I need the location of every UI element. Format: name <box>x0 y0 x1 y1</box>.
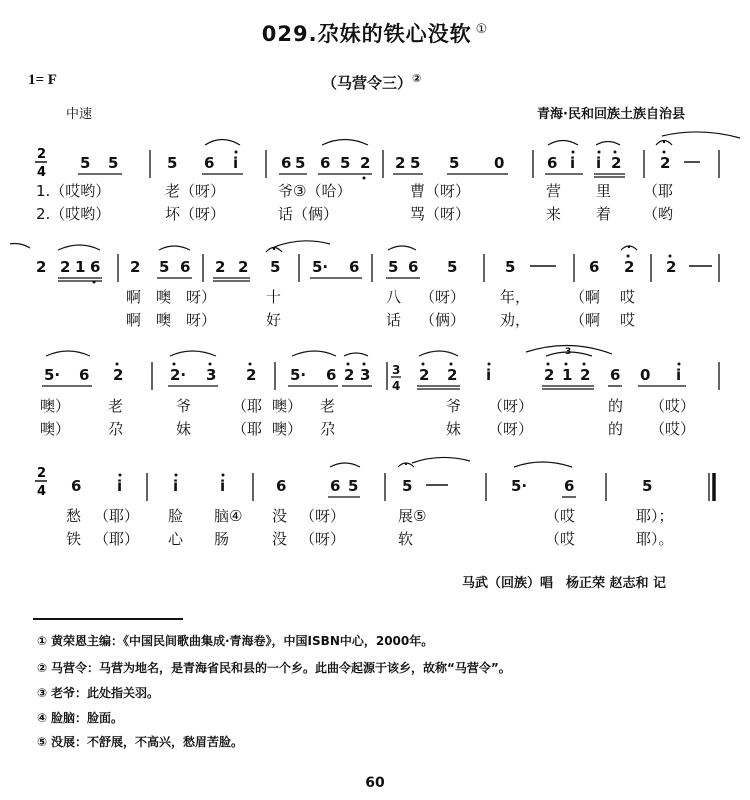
lyric: 老（呀） <box>165 182 226 200</box>
lyric: 十 <box>266 288 282 306</box>
svg-text:i: i <box>173 477 179 495</box>
svg-text:5·: 5· <box>312 258 329 276</box>
svg-text:6: 6 <box>276 477 287 495</box>
footnote-text: 老爷：此处指关羽。 <box>51 686 160 700</box>
lyric: （哎 <box>545 530 576 548</box>
lyric: （哟 <box>643 205 674 223</box>
lyric: （耶） <box>94 507 140 525</box>
svg-text:5: 5 <box>340 154 351 172</box>
svg-text:2: 2 <box>215 258 226 276</box>
subtitle-text: （马营令三） <box>322 74 413 92</box>
lyric: （耶 <box>232 420 263 438</box>
time-signature <box>35 466 47 499</box>
svg-text:2: 2 <box>60 258 71 276</box>
svg-text:6: 6 <box>204 154 215 172</box>
lyric: 软 <box>398 530 414 548</box>
lyric: 老 <box>320 397 336 415</box>
lyric: 老 <box>108 397 124 415</box>
performer-credit: 马武（回族）唱 杨正荣 赵志和 记 <box>462 576 667 591</box>
time-sig-numerator: 3 <box>392 363 401 377</box>
svg-text:1: 1 <box>75 258 86 276</box>
lyric: （哎 <box>545 507 576 525</box>
lyric: 年， <box>500 288 531 306</box>
tempo-marking: 中速 <box>66 107 93 122</box>
svg-text:5: 5 <box>505 258 516 276</box>
lyric: （呀） <box>488 420 534 438</box>
svg-text:2: 2 <box>447 366 458 384</box>
svg-text:2·: 2· <box>170 366 187 384</box>
svg-text:2: 2 <box>660 154 671 172</box>
svg-text:5·: 5· <box>44 366 61 384</box>
lyric: 展⑤ <box>398 507 427 525</box>
time-sig-denominator: 4 <box>392 379 401 393</box>
svg-text:2: 2 <box>130 258 141 276</box>
svg-text:5: 5 <box>388 258 399 276</box>
lyric: 爷 <box>176 397 192 415</box>
footnote-5 <box>37 733 243 750</box>
svg-text:i: i <box>233 154 239 172</box>
lyric: 脸 <box>168 507 184 525</box>
lyric: 坏（呀） <box>165 205 226 223</box>
svg-text:5: 5 <box>167 154 178 172</box>
svg-text:2: 2 <box>419 366 430 384</box>
footnote-text: 没展：不舒展，不高兴，愁眉苦脸。 <box>51 735 244 749</box>
lyric: 耶）。 <box>636 530 674 548</box>
lyric: 哎 <box>620 311 636 329</box>
lyric: 的 <box>608 397 624 415</box>
lyric: 1.（哎哟） <box>36 182 111 200</box>
lyric: 铁 <box>66 530 82 548</box>
svg-text:2: 2 <box>666 258 677 276</box>
time-sig-denominator: 4 <box>37 484 47 499</box>
title-text: 029.尕妹的铁心没软 <box>261 22 472 46</box>
lyric: 骂（呀） <box>410 205 471 223</box>
footnote-2 <box>37 659 511 676</box>
svg-text:6: 6 <box>349 258 360 276</box>
notation-staff-1 <box>0 130 750 210</box>
lyric: （啊 <box>570 311 601 329</box>
svg-text:2: 2 <box>544 366 555 384</box>
footnote-4 <box>37 709 123 726</box>
time-sig-numerator: 2 <box>37 147 47 162</box>
svg-text:5: 5 <box>295 154 306 172</box>
svg-text:5: 5 <box>447 258 458 276</box>
svg-text:6: 6 <box>326 366 337 384</box>
lyric: 来 <box>546 205 562 223</box>
lyric: 话（俩） <box>278 205 339 223</box>
footnote-mark: ④ <box>37 711 48 725</box>
footnote-mark: ③ <box>37 686 48 700</box>
svg-text:5: 5 <box>159 258 170 276</box>
music-line-3 <box>0 340 750 438</box>
song-subtitle <box>322 72 421 93</box>
lyric: 爷③（哈） <box>278 182 352 200</box>
svg-text:i: i <box>486 366 492 384</box>
svg-text:6: 6 <box>408 258 419 276</box>
key-signature: 1= F <box>28 72 57 88</box>
svg-text:6: 6 <box>90 258 101 276</box>
lyric: 耶）； <box>636 507 674 525</box>
svg-text:2: 2 <box>611 154 622 172</box>
svg-text:6: 6 <box>71 477 82 495</box>
svg-text:5: 5 <box>80 154 91 172</box>
time-sig-denominator: 4 <box>37 165 47 180</box>
svg-text:2: 2 <box>580 366 591 384</box>
lyric: 噢） <box>40 420 71 438</box>
svg-text:3: 3 <box>565 347 572 357</box>
lyric: 曹（呀） <box>410 182 471 200</box>
svg-text:2: 2 <box>246 366 257 384</box>
page-number: 60 <box>365 775 385 791</box>
lyric: 噢） <box>272 420 303 438</box>
lyric: （呀） <box>300 507 346 525</box>
lyric: （耶 <box>232 397 263 415</box>
lyric: 呀） <box>186 288 217 306</box>
footnote-divider <box>33 618 183 620</box>
lyric: 爷 <box>446 397 462 415</box>
lyric: （耶 <box>643 182 674 200</box>
svg-text:2: 2 <box>344 366 355 384</box>
svg-text:5: 5 <box>270 258 281 276</box>
lyric: 的 <box>608 420 624 438</box>
title-footnote-mark: ① <box>475 22 489 37</box>
lyric: 没 <box>272 507 288 525</box>
svg-text:i: i <box>676 366 682 384</box>
lyric: （俩） <box>420 311 466 329</box>
svg-text:3: 3 <box>206 366 217 384</box>
lyric: 着 <box>596 205 612 223</box>
svg-text:6: 6 <box>564 477 575 495</box>
svg-text:5: 5 <box>410 154 421 172</box>
svg-text:6: 6 <box>547 154 558 172</box>
footnote-3 <box>37 684 159 701</box>
footnote-1 <box>37 632 433 649</box>
time-signature <box>35 147 47 180</box>
svg-text:2: 2 <box>36 258 47 276</box>
svg-text:i: i <box>220 477 226 495</box>
svg-text:5·: 5· <box>290 366 307 384</box>
lyric: （呀） <box>488 397 534 415</box>
svg-text:5: 5 <box>449 154 460 172</box>
notation-staff-2 <box>0 238 750 298</box>
lyric: （哎） <box>650 397 696 415</box>
lyric: 噢） <box>40 397 71 415</box>
svg-text:1: 1 <box>562 366 573 384</box>
footnote-mark: ② <box>37 661 48 675</box>
svg-text:5·: 5· <box>511 477 528 495</box>
lyric: 心 <box>168 530 184 548</box>
lyric: 哎 <box>620 288 636 306</box>
lyric: 里 <box>596 182 612 200</box>
song-title <box>0 18 750 48</box>
svg-text:0: 0 <box>640 366 651 384</box>
lyric: 尕 <box>320 420 336 438</box>
footnote-text: 黄荣恩主编：《中国民间歌曲集成·青海卷》，中国ISBN中心，2000年。 <box>51 634 434 648</box>
svg-text:2: 2 <box>395 154 406 172</box>
svg-text:2: 2 <box>113 366 124 384</box>
music-line-2 <box>0 238 750 329</box>
lyric: （啊 <box>570 288 601 306</box>
lyric: 八 <box>386 288 402 306</box>
lyric: 妹 <box>446 420 462 438</box>
svg-text:6: 6 <box>320 154 331 172</box>
time-sig-numerator: 2 <box>37 466 47 481</box>
lyric: 呀） <box>186 311 217 329</box>
lyric: 愁 <box>66 507 82 525</box>
svg-text:i: i <box>117 477 123 495</box>
lyric: 肠 <box>214 530 230 548</box>
svg-text:5: 5 <box>402 477 413 495</box>
svg-text:i: i <box>570 154 576 172</box>
svg-text:5: 5 <box>348 477 359 495</box>
lyric: 啊 <box>126 288 142 306</box>
lyric: 脑④ <box>214 507 243 525</box>
svg-text:2: 2 <box>238 258 249 276</box>
footnote-text: 马营令：马营为地名，是青海省民和县的一个乡。此曲令起源于该乡，故称“马营令”。 <box>51 661 511 675</box>
svg-text:6: 6 <box>180 258 191 276</box>
svg-text:3: 3 <box>360 366 371 384</box>
notation-staff-3 <box>0 340 750 400</box>
svg-text:5: 5 <box>108 154 119 172</box>
lyric: （呀） <box>300 530 346 548</box>
lyric: 没 <box>272 530 288 548</box>
lyric: （哎） <box>650 420 696 438</box>
lyric: 劝， <box>500 311 531 329</box>
lyric: （呀） <box>420 288 466 306</box>
lyric: 妹 <box>176 420 192 438</box>
footnote-mark: ⑤ <box>37 735 48 749</box>
footnote-mark: ① <box>37 634 48 648</box>
lyric: 噢） <box>272 397 303 415</box>
svg-text:5: 5 <box>642 477 653 495</box>
svg-text:6: 6 <box>610 366 621 384</box>
region-label: 青海·民和回族土族自治县 <box>537 107 685 122</box>
lyric: 好 <box>266 311 282 329</box>
svg-text:i: i <box>596 154 602 172</box>
lyric: 2.（哎哟） <box>36 205 111 223</box>
svg-text:6: 6 <box>79 366 90 384</box>
lyric: 噢 <box>156 288 172 306</box>
svg-text:2: 2 <box>360 154 371 172</box>
svg-text:0: 0 <box>494 154 505 172</box>
subtitle-footnote-mark: ② <box>412 72 422 85</box>
svg-text:6: 6 <box>589 258 600 276</box>
lyric: 话 <box>386 311 402 329</box>
lyric: 啊 <box>126 311 142 329</box>
footnote-text: 脸脑：脸面。 <box>51 711 124 725</box>
lyric: 营 <box>546 182 562 200</box>
lyric: （耶） <box>94 530 140 548</box>
svg-text:6: 6 <box>281 154 292 172</box>
music-line-1 <box>0 130 750 223</box>
music-line-4 <box>0 455 750 548</box>
svg-text:2: 2 <box>624 258 635 276</box>
lyric: 尕 <box>108 420 124 438</box>
svg-text:6: 6 <box>330 477 341 495</box>
lyric: 噢 <box>156 311 172 329</box>
